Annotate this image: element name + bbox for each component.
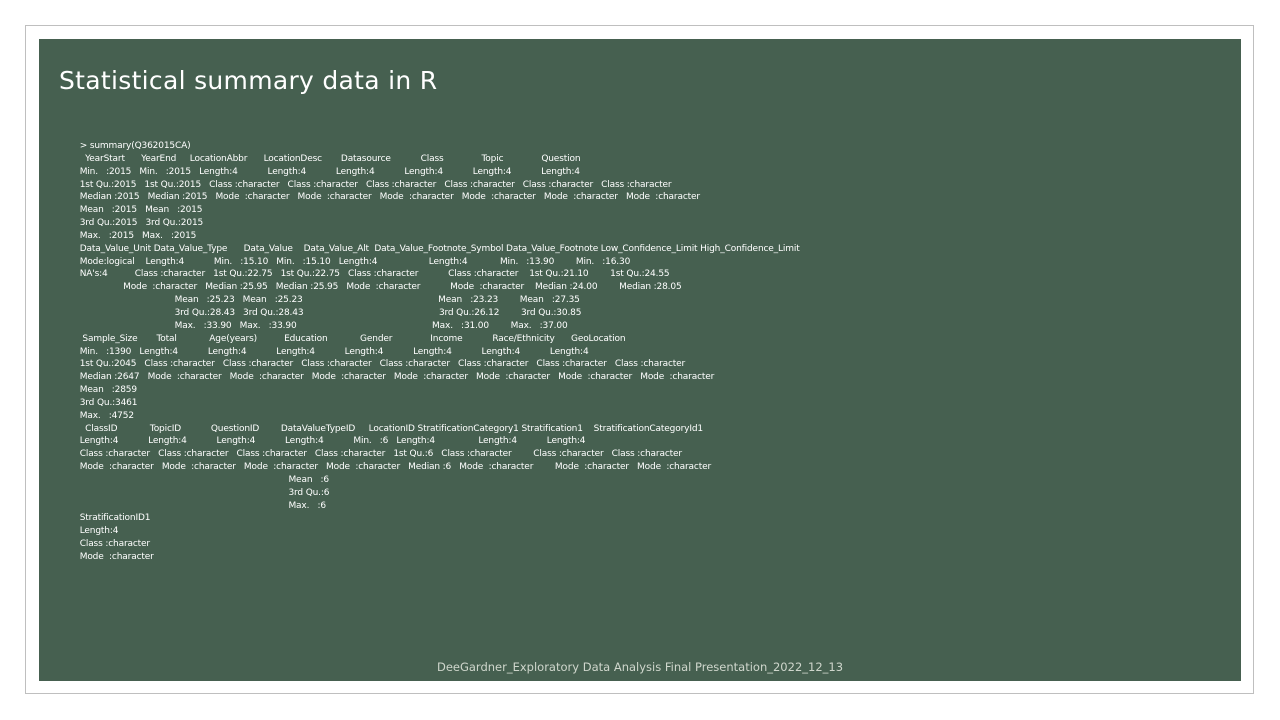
console-line: Min. :2015 Min. :2015 Length:4 Length:4 Length:4 Length:4 Length:4 Length:4 [77, 166, 580, 177]
console-line: Class :character Class :character Class :character Class :character 1st Qu.:6 Class :character Class :character Class :character [77, 449, 682, 460]
console-line: Mean :2859 [77, 385, 137, 396]
console-line: 1st Qu.:2015 1st Qu.:2015 Class :character Class :character Class :character Class :character Class :character Class :character [77, 179, 672, 190]
console-line: > summary(Q362015CA) [77, 141, 191, 151]
console-line: 3rd Qu.:6 [77, 487, 330, 498]
console-line: Mean :6 [77, 474, 329, 485]
slide [39, 39, 1241, 681]
console-line: Median :2015 Median :2015 Mode :character Mode :character Mode :character Mode :character Mode :character Mode :character [77, 192, 700, 203]
console-line: StratificationID1 [77, 513, 151, 524]
console-line: 3rd Qu.:2015 3rd Qu.:2015 [77, 218, 204, 229]
console-line: Data_Value_Unit Data_Value_Type Data_Value Data_Value_Alt Data_Value_Footnote_Symbol Data_Value_Footnote Low_Confidence_Limit High_Confidence_Limit [77, 243, 800, 254]
console-line: Max. :2015 Max. :2015 [77, 230, 197, 241]
console-line: Sample_Size Total Age(years) Education Gender Income Race/Ethnicity GeoLocation [77, 333, 626, 344]
console-line: 1st Qu.:2045 Class :character Class :character Class :character Class :character Class :character Class :character Class :character [77, 359, 686, 370]
console-line: YearStart YearEnd LocationAbbr LocationDesc Datasource Class Topic Question [77, 153, 581, 164]
console-line: NA's:4 Class :character 1st Qu.:22.75 1st Qu.:22.75 Class :character Class :character 1st Qu.:21.10 1st Qu.:24.55 [77, 269, 670, 280]
console-line: Max. :6 [77, 500, 326, 511]
console-line: Max. :4752 [77, 410, 134, 421]
r-console-output [77, 140, 800, 564]
console-line: Median :2647 Mode :character Mode :character Mode :character Mode :character Mode :character Mode :character Mode :character [77, 372, 715, 383]
console-line: Min. :1390 Length:4 Length:4 Length:4 Length:4 Length:4 Length:4 Length:4 [77, 346, 589, 357]
console-line: Length:4 [77, 526, 119, 537]
console-line: Mean :25.23 Mean :25.23 Mean :23.23 Mean :27.35 [77, 295, 580, 306]
console-line: 3rd Qu.:28.43 3rd Qu.:28.43 3rd Qu.:26.12 3rd Qu.:30.85 [77, 307, 582, 318]
slide-title: Statistical summary data in R [59, 66, 438, 95]
console-line: Mode:logical Length:4 Min. :15.10 Min. :15.10 Length:4 Length:4 Min. :13.90 Min. :16.30 [77, 256, 631, 267]
console-line: ClassID TopicID QuestionID DataValueTypeID LocationID StratificationCategory1 Stratification1 StratificationCategoryId1 [77, 423, 703, 434]
slide-footer: DeeGardner_Exploratory Data Analysis Final Presentation_2022_12_13 [436, 660, 844, 674]
console-line: Mode :character Mode :character Mode :character Mode :character Median :6 Mode :character Mode :character Mode :character [77, 462, 712, 473]
console-line: Length:4 Length:4 Length:4 Length:4 Min. :6 Length:4 Length:4 Length:4 [77, 436, 586, 447]
console-line: Mode :character Median :25.95 Median :25.95 Mode :character Mode :character Median :24.00 Median :28.05 [77, 282, 682, 293]
console-line: Max. :33.90 Max. :33.90 Max. :31.00 Max. :37.00 [77, 320, 568, 331]
console-line: 3rd Qu.:3461 [77, 397, 138, 408]
console-line: Class :character [77, 539, 150, 550]
console-line: Mode :character [77, 552, 154, 562]
console-line: Mean :2015 Mean :2015 [77, 205, 203, 216]
